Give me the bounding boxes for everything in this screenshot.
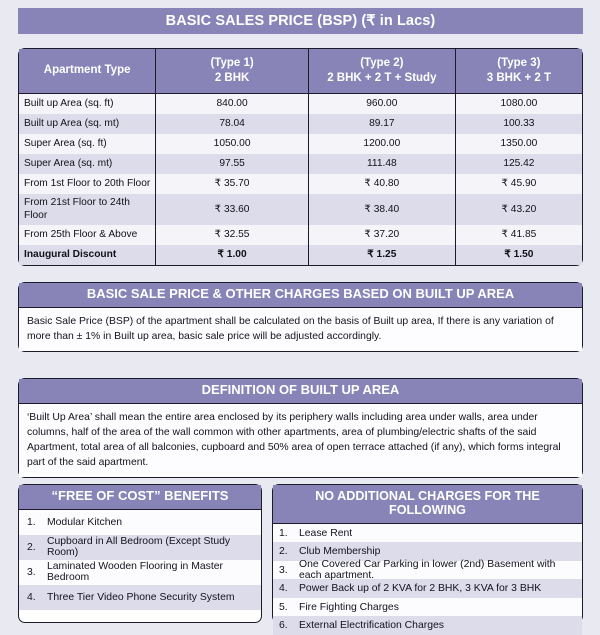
section-bsp-other-charges-title: BASIC SALE PRICE & OTHER CHARGES BASED ON BUILT UP AREA: [19, 283, 582, 308]
row-label: Inaugural Discount: [19, 245, 156, 265]
list-item-number: 4.: [279, 583, 288, 595]
list-item: [19, 510, 261, 535]
list-item-label: External Electrification Charges: [299, 620, 444, 632]
row-label: Built up Area (sq. mt): [19, 114, 156, 134]
cell-type-2: 1200.00: [308, 134, 455, 154]
list-item-label: Fire Fighting Charges: [299, 601, 399, 613]
list-item-label: Club Membership: [299, 546, 381, 558]
list-item-number: 1.: [279, 527, 288, 539]
cell-type-1: 78.04: [156, 114, 309, 134]
cell-type-3: ₹ 45.90: [455, 174, 582, 194]
table-row: [19, 114, 582, 134]
list-item-label: Cupboard in All Bedroom (Except Study Room): [47, 536, 231, 559]
table-row: [19, 174, 582, 194]
list-item-number: 2.: [279, 546, 288, 558]
table-header-row: [19, 49, 582, 94]
cell-type-2: ₹ 1.25: [308, 245, 455, 265]
list-item-number: 6.: [279, 620, 288, 632]
type-2-label: (Type 2): [360, 57, 404, 69]
section-no-additional-charges: [272, 484, 583, 632]
cell-type-3: 125.42: [455, 154, 582, 174]
cell-type-1: ₹ 1.00: [156, 245, 309, 265]
column-header-type-3: [455, 49, 582, 94]
list-item-number: 2.: [27, 541, 36, 553]
list-item: [19, 560, 261, 585]
list-item-number: 4.: [27, 591, 36, 603]
row-label: Super Area (sq. mt): [19, 154, 156, 174]
list-item: [273, 542, 582, 561]
row-label: Built up Area (sq. ft): [19, 94, 156, 115]
cell-type-3: 100.33: [455, 114, 582, 134]
cell-type-2: 111.48: [308, 154, 455, 174]
list-item-number: 5.: [279, 601, 288, 613]
type-3-label: (Type 3): [497, 57, 541, 69]
row-label: Super Area (sq. ft): [19, 134, 156, 154]
cell-type-1: ₹ 33.60: [156, 194, 309, 224]
cell-type-1: 97.55: [156, 154, 309, 174]
section-bsp-other-charges: [18, 282, 583, 352]
price-table-body: [19, 94, 582, 265]
cell-type-3: 1350.00: [455, 134, 582, 154]
table-row: [19, 225, 582, 245]
section-definition-title: DEFINITION OF BUILT UP AREA: [19, 379, 582, 404]
section-definition-built-up-area: [18, 378, 583, 478]
table-row: [19, 245, 582, 265]
list-item: [273, 524, 582, 543]
cell-type-3: ₹ 41.85: [455, 225, 582, 245]
list-item: [273, 561, 582, 580]
list-item-label: Modular Kitchen: [47, 516, 123, 528]
type-2-config: 2 BHK + 2 T + Study: [327, 71, 437, 84]
table-row: [19, 94, 582, 115]
list-item-label: Laminated Wooden Flooring in Master Bedroom: [47, 561, 223, 584]
list-item-label: One Covered Car Parking in lower (2nd) Basement with each apartment.: [299, 559, 556, 582]
column-header-type-2: [308, 49, 455, 94]
type-1-config: 2 BHK: [214, 71, 250, 84]
list-item: [273, 579, 582, 598]
cell-type-3: ₹ 1.50: [455, 245, 582, 265]
list-item: [19, 535, 261, 560]
column-header-type-1: [156, 49, 309, 94]
table-row: [19, 134, 582, 154]
cell-type-1: 840.00: [156, 94, 309, 115]
cell-type-1: 1050.00: [156, 134, 309, 154]
type-3-config: 3 BHK + 2 T: [486, 71, 552, 84]
row-label: From 1st Floor to 20th Floor: [19, 174, 156, 194]
table-row: [19, 154, 582, 174]
cell-type-2: 89.17: [308, 114, 455, 134]
section-bsp-other-charges-body: Basic Sale Price (BSP) of the apartment shall be calculated on the basis of Built up area, If there is any variation of more than ± 1% in Built up area, basic sale price will be adjusted accordingly.: [19, 308, 582, 351]
section-definition-body: ‘Built Up Area’ shall mean the entire area enclosed by its periphery walls including area under walls, area under columns, half of the area of the wall common with other apartments, area of plumbing/electric shafts of the said Apartment, total area of all balconies, cupboard and 50% area of open terrace attached (if any), which forms integral part of the said apartment.: [19, 404, 582, 477]
page-title: BASIC SALES PRICE (BSP) (₹ in Lacs): [18, 8, 583, 34]
free-of-cost-list: [19, 510, 261, 610]
cell-type-1: ₹ 32.55: [156, 225, 309, 245]
list-item: [273, 598, 582, 617]
list-item-label: Lease Rent: [299, 527, 353, 539]
list-item-number: 3.: [27, 566, 36, 578]
list-item-label: Power Back up of 2 KVA for 2 BHK, 3 KVA for 3 BHK: [299, 583, 542, 595]
row-label: From 25th Floor & Above: [19, 225, 156, 245]
cell-type-3: 1080.00: [455, 94, 582, 115]
cell-type-2: ₹ 37.20: [308, 225, 455, 245]
cell-type-3: ₹ 43.20: [455, 194, 582, 224]
row-label: From 21st Floor to 24th Floor: [19, 194, 156, 224]
list-item-number: 1.: [27, 516, 36, 528]
type-1-label: (Type 1): [210, 57, 254, 69]
list-item: [273, 616, 582, 635]
no-additional-charges-list: [273, 524, 582, 635]
list-item: [19, 585, 261, 610]
cell-type-2: ₹ 38.40: [308, 194, 455, 224]
list-item-number: 3.: [279, 564, 288, 576]
column-header-apartment-type: Apartment Type: [19, 49, 156, 94]
section-free-of-cost-benefits: [18, 484, 262, 623]
no-additional-charges-title: NO ADDITIONAL CHARGES FOR THE FOLLOWING: [273, 485, 582, 524]
basic-sales-price-table: [18, 48, 583, 266]
free-of-cost-title: “FREE OF COST” BENEFITS: [19, 485, 261, 510]
table-row: [19, 194, 582, 224]
list-item-label: Three Tier Video Phone Security System: [47, 591, 235, 603]
cell-type-1: ₹ 35.70: [156, 174, 309, 194]
cell-type-2: 960.00: [308, 94, 455, 115]
cell-type-2: ₹ 40.80: [308, 174, 455, 194]
